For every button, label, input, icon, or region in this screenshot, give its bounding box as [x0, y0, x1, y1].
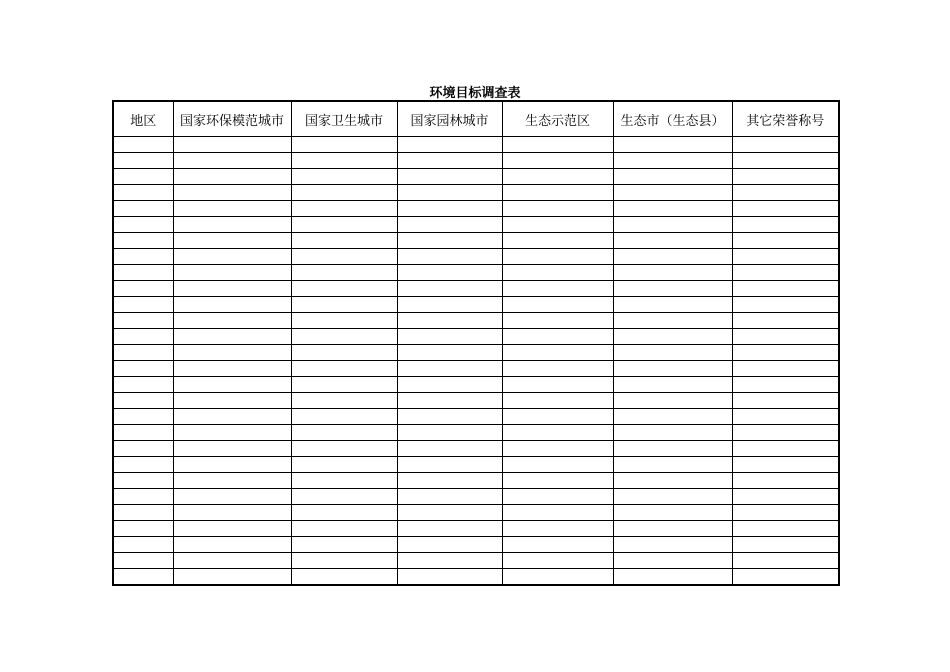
table-cell	[173, 457, 291, 473]
table-cell	[613, 329, 732, 345]
table-cell	[502, 425, 613, 441]
page-title: 环境目标调查表	[429, 86, 521, 101]
table-cell	[113, 185, 173, 201]
table-row	[113, 361, 839, 377]
table-row	[113, 201, 839, 217]
table-cell	[113, 169, 173, 185]
table-cell	[113, 425, 173, 441]
table-cell	[173, 249, 291, 265]
table-cell	[173, 473, 291, 489]
table-cell	[613, 361, 732, 377]
table-cell	[113, 217, 173, 233]
table-cell	[397, 393, 502, 409]
table-cell	[173, 313, 291, 329]
table-cell	[732, 393, 839, 409]
table-cell	[397, 457, 502, 473]
table-row	[113, 313, 839, 329]
table-row	[113, 265, 839, 281]
table-cell	[502, 553, 613, 569]
table-cell	[397, 377, 502, 393]
table-cell	[173, 345, 291, 361]
table-cell	[397, 185, 502, 201]
table-cell	[732, 457, 839, 473]
table-row	[113, 345, 839, 361]
table-cell	[397, 521, 502, 537]
table-cell	[291, 409, 397, 425]
table-cell	[173, 217, 291, 233]
header-garden-city: 国家园林城市	[397, 101, 502, 137]
table-row	[113, 489, 839, 505]
table-cell	[732, 489, 839, 505]
table-cell	[113, 137, 173, 153]
table-cell	[113, 441, 173, 457]
table-cell	[291, 553, 397, 569]
table-cell	[613, 249, 732, 265]
table-cell	[732, 297, 839, 313]
table-cell	[732, 441, 839, 457]
table-cell	[291, 521, 397, 537]
table-cell	[502, 329, 613, 345]
table-row	[113, 297, 839, 313]
table-row	[113, 249, 839, 265]
table-cell	[113, 377, 173, 393]
table-cell	[732, 569, 839, 586]
table-cell	[291, 153, 397, 169]
table-cell	[732, 249, 839, 265]
table-cell	[173, 137, 291, 153]
table-cell	[291, 169, 397, 185]
table-cell	[291, 569, 397, 586]
table-cell	[173, 185, 291, 201]
table-cell	[291, 281, 397, 297]
table-cell	[113, 265, 173, 281]
table-cell	[613, 169, 732, 185]
table-cell	[173, 361, 291, 377]
table-cell	[173, 329, 291, 345]
table-row	[113, 457, 839, 473]
table-cell	[502, 313, 613, 329]
table-cell	[113, 329, 173, 345]
table-cell	[113, 281, 173, 297]
table-cell	[732, 425, 839, 441]
table-cell	[173, 377, 291, 393]
header-region: 地区	[113, 101, 173, 137]
table-cell	[113, 345, 173, 361]
table-row	[113, 473, 839, 489]
table-cell	[397, 313, 502, 329]
table-cell	[173, 393, 291, 409]
table-row	[113, 281, 839, 297]
table-row	[113, 553, 839, 569]
header-model-env-city: 国家环保模范城市	[173, 101, 291, 137]
table-cell	[613, 137, 732, 153]
table-cell	[291, 505, 397, 521]
table-cell	[291, 329, 397, 345]
table-cell	[173, 489, 291, 505]
table-cell	[397, 265, 502, 281]
table-cell	[173, 425, 291, 441]
table-cell	[113, 153, 173, 169]
table-row	[113, 425, 839, 441]
table-cell	[173, 201, 291, 217]
table-cell	[732, 361, 839, 377]
table-cell	[613, 473, 732, 489]
table-cell	[173, 521, 291, 537]
table-cell	[173, 265, 291, 281]
table-cell	[397, 281, 502, 297]
table-cell	[291, 185, 397, 201]
table-cell	[291, 441, 397, 457]
table-cell	[397, 201, 502, 217]
table-cell	[291, 377, 397, 393]
table-cell	[113, 457, 173, 473]
table-cell	[502, 393, 613, 409]
table-cell	[173, 569, 291, 586]
table-cell	[397, 233, 502, 249]
table-cell	[113, 553, 173, 569]
table-row	[113, 377, 839, 393]
table-cell	[173, 281, 291, 297]
table-cell	[397, 217, 502, 233]
table-cell	[502, 489, 613, 505]
table-cell	[113, 521, 173, 537]
table-cell	[397, 441, 502, 457]
table-cell	[613, 313, 732, 329]
table-cell	[613, 441, 732, 457]
table-cell	[397, 489, 502, 505]
table-cell	[502, 201, 613, 217]
table-cell	[732, 185, 839, 201]
table-cell	[732, 505, 839, 521]
table-row	[113, 521, 839, 537]
table-cell	[173, 505, 291, 521]
table-cell	[732, 217, 839, 233]
table-cell	[291, 489, 397, 505]
table-cell	[397, 169, 502, 185]
table-cell	[502, 569, 613, 586]
table-cell	[502, 249, 613, 265]
header-sanitary-city: 国家卫生城市	[291, 101, 397, 137]
table-cell	[397, 153, 502, 169]
table-cell	[291, 457, 397, 473]
table-cell	[502, 361, 613, 377]
table-cell	[732, 137, 839, 153]
table-cell	[291, 297, 397, 313]
table-cell	[732, 313, 839, 329]
table-cell	[291, 265, 397, 281]
table-cell	[613, 425, 732, 441]
table-cell	[113, 489, 173, 505]
table-cell	[397, 345, 502, 361]
table-cell	[613, 217, 732, 233]
table-cell	[113, 361, 173, 377]
table-row	[113, 441, 839, 457]
table-cell	[291, 249, 397, 265]
table-row	[113, 329, 839, 345]
table-row	[113, 233, 839, 249]
table-cell	[173, 153, 291, 169]
table-cell	[732, 473, 839, 489]
table-cell	[732, 521, 839, 537]
table-cell	[173, 409, 291, 425]
table-cell	[613, 393, 732, 409]
table-row	[113, 185, 839, 201]
table-cell	[613, 569, 732, 586]
table-cell	[397, 553, 502, 569]
table-cell	[613, 505, 732, 521]
table-row	[113, 537, 839, 553]
table-cell	[173, 297, 291, 313]
table-cell	[502, 345, 613, 361]
table-cell	[613, 489, 732, 505]
table-cell	[613, 409, 732, 425]
table-cell	[732, 281, 839, 297]
table-cell	[291, 361, 397, 377]
table-cell	[732, 233, 839, 249]
table-cell	[113, 505, 173, 521]
table-cell	[613, 153, 732, 169]
header-eco-city-county: 生态市（生态县）	[613, 101, 732, 137]
table-cell	[113, 409, 173, 425]
table-cell	[113, 473, 173, 489]
table-row	[113, 409, 839, 425]
table-cell	[502, 233, 613, 249]
table-cell	[502, 153, 613, 169]
table-cell	[291, 393, 397, 409]
table-cell	[173, 537, 291, 553]
table-cell	[502, 505, 613, 521]
table-cell	[397, 249, 502, 265]
table-cell	[173, 553, 291, 569]
table-cell	[502, 169, 613, 185]
table-cell	[173, 233, 291, 249]
table-cell	[113, 249, 173, 265]
survey-table	[112, 100, 840, 586]
table-cell	[291, 537, 397, 553]
table-cell	[502, 441, 613, 457]
table-cell	[732, 537, 839, 553]
table-cell	[502, 297, 613, 313]
table-cell	[732, 153, 839, 169]
table-cell	[113, 393, 173, 409]
table-cell	[397, 137, 502, 153]
table-cell	[113, 313, 173, 329]
table-cell	[113, 201, 173, 217]
table-cell	[613, 553, 732, 569]
table-cell	[397, 537, 502, 553]
table-cell	[732, 553, 839, 569]
table-cell	[291, 201, 397, 217]
table-cell	[291, 137, 397, 153]
table-cell	[397, 505, 502, 521]
table-cell	[397, 569, 502, 586]
table-cell	[613, 521, 732, 537]
table-cell	[502, 265, 613, 281]
table-row	[113, 153, 839, 169]
table-cell	[502, 185, 613, 201]
table-cell	[502, 217, 613, 233]
table-cell	[613, 377, 732, 393]
table-cell	[732, 345, 839, 361]
table-row	[113, 217, 839, 233]
table-body	[113, 137, 839, 586]
table-cell	[502, 457, 613, 473]
table-cell	[613, 201, 732, 217]
table-cell	[732, 329, 839, 345]
table-cell	[613, 233, 732, 249]
table-row	[113, 569, 839, 586]
table-cell	[502, 473, 613, 489]
table-cell	[502, 409, 613, 425]
table-cell	[502, 377, 613, 393]
table-cell	[397, 425, 502, 441]
table-row	[113, 137, 839, 153]
table-cell	[173, 169, 291, 185]
table-cell	[613, 185, 732, 201]
table-cell	[732, 169, 839, 185]
header-row	[113, 101, 839, 137]
table-cell	[113, 537, 173, 553]
table-cell	[502, 537, 613, 553]
table-row	[113, 169, 839, 185]
table-cell	[502, 137, 613, 153]
table-cell	[173, 441, 291, 457]
table-cell	[397, 361, 502, 377]
table-cell	[613, 265, 732, 281]
table-cell	[502, 281, 613, 297]
table-cell	[291, 425, 397, 441]
table-cell	[502, 521, 613, 537]
header-other-honors: 其它荣誉称号	[732, 101, 839, 137]
table-cell	[397, 329, 502, 345]
table-cell	[613, 537, 732, 553]
table-cell	[397, 409, 502, 425]
table-cell	[397, 297, 502, 313]
table-cell	[613, 457, 732, 473]
table-row	[113, 393, 839, 409]
table-cell	[113, 233, 173, 249]
table-cell	[732, 377, 839, 393]
table-cell	[291, 473, 397, 489]
table-cell	[732, 265, 839, 281]
table-cell	[113, 569, 173, 586]
table-cell	[397, 473, 502, 489]
table-cell	[732, 409, 839, 425]
table-cell	[732, 201, 839, 217]
table-cell	[613, 345, 732, 361]
table-cell	[613, 281, 732, 297]
table-row	[113, 505, 839, 521]
table-cell	[291, 233, 397, 249]
header-eco-demo-zone: 生态示范区	[502, 101, 613, 137]
table-cell	[613, 297, 732, 313]
table-cell	[113, 297, 173, 313]
table-cell	[291, 345, 397, 361]
table-cell	[291, 217, 397, 233]
table-cell	[291, 313, 397, 329]
